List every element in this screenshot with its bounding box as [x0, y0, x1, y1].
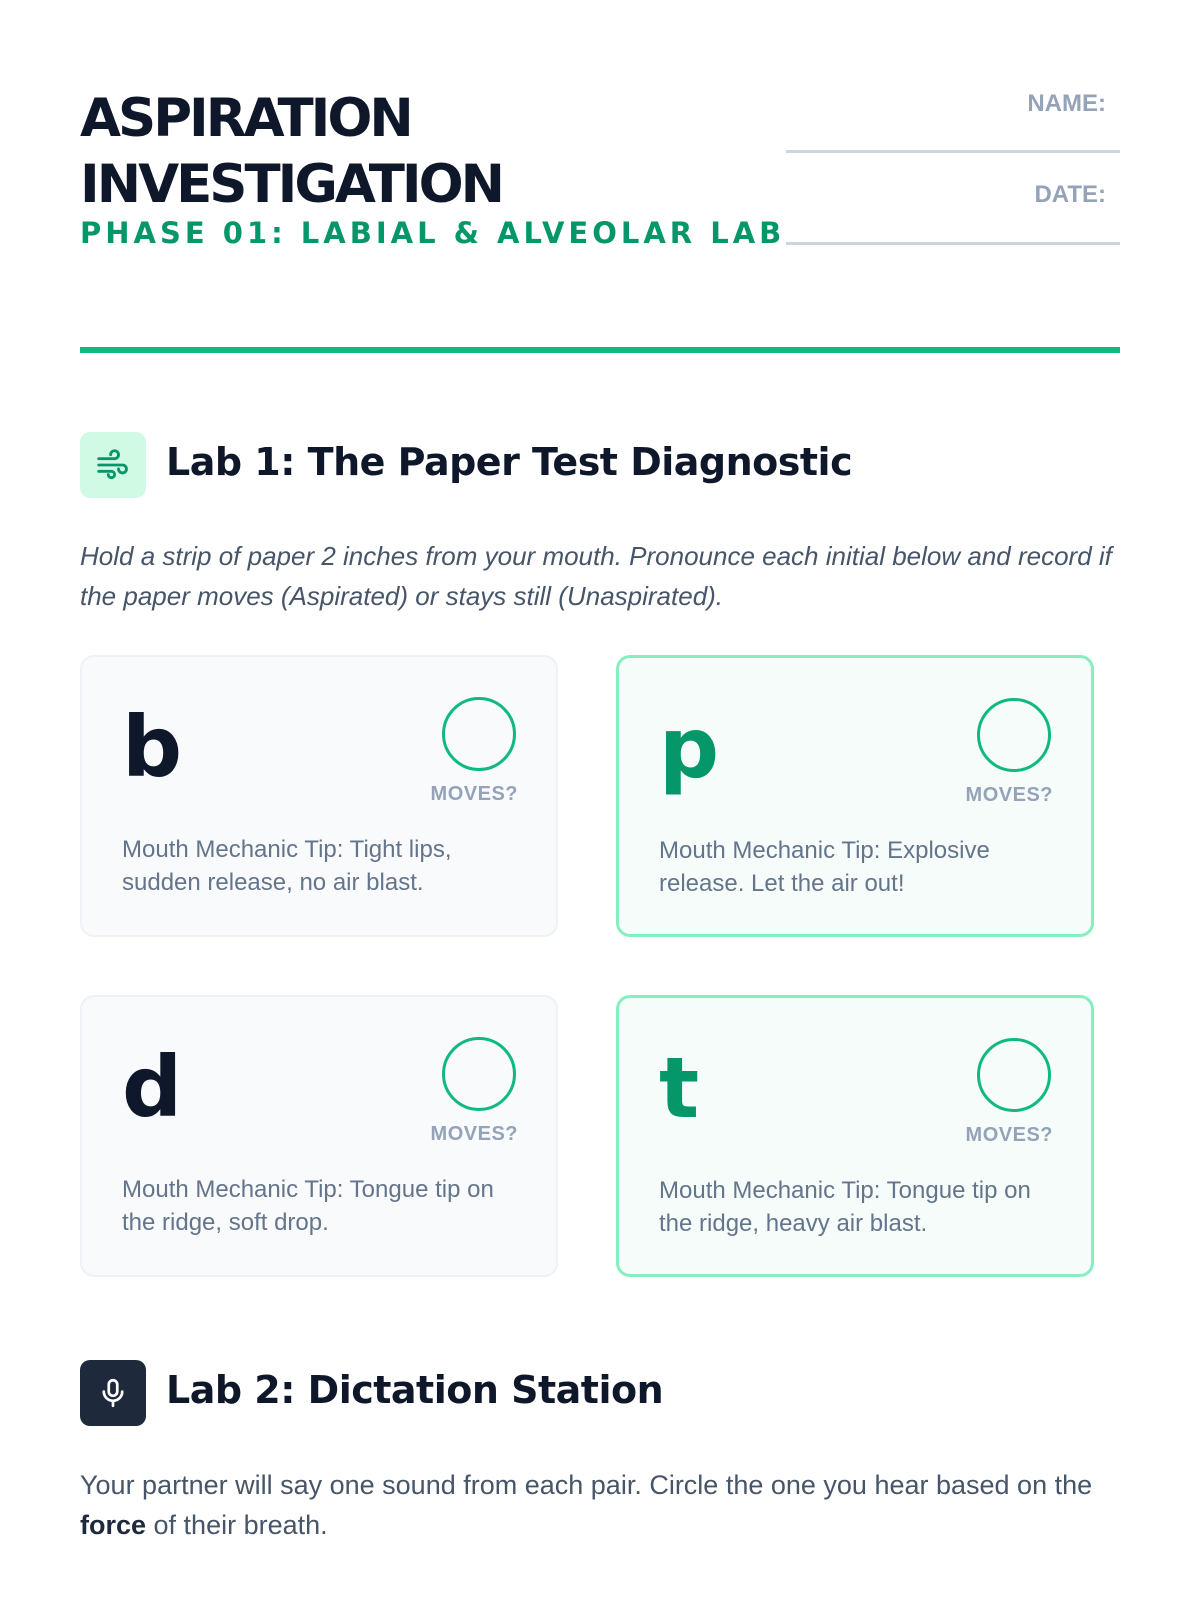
mouth-tip: Mouth Mechanic Tip: Tongue tip on the ridge, soft drop. [122, 1176, 494, 1236]
sound-card-d [80, 995, 558, 1277]
sound-letter: t [659, 1039, 700, 1137]
sound-card-b [80, 655, 558, 937]
sound-card-p [616, 655, 1094, 937]
header-divider [80, 347, 1120, 353]
lab1-title: Lab 1: The Paper Test Diagnostic [166, 440, 853, 484]
wind-icon [80, 432, 146, 498]
sound-card-t [616, 995, 1094, 1277]
lab2-text-bold: force [80, 1510, 147, 1540]
title-line-2: INVESTIGATION [80, 154, 503, 215]
lab1-heading [80, 432, 1120, 498]
moves-checkbox[interactable] [442, 1037, 516, 1111]
moves-checkbox[interactable] [977, 1038, 1051, 1112]
date-field-line[interactable] [786, 242, 1120, 245]
lab2-heading [80, 1360, 1120, 1426]
lab2-instructions [80, 1465, 1120, 1545]
microphone-icon [80, 1360, 146, 1426]
moves-label: MOVES? [430, 783, 518, 805]
worksheet-page [80, 0, 1120, 1600]
lab1-instructions: Hold a strip of paper 2 inches from your mouth. Pronounce each initial below and record if the paper moves (Aspirated) or stays still (Unaspirated). [80, 541, 1112, 611]
title-line-1: ASPIRATION [80, 88, 411, 149]
lab2-text-before: Your partner will say one sound from each pair. Circle the one you hear based on the [80, 1470, 1093, 1500]
name-field-line[interactable] [786, 150, 1120, 153]
sound-letter: b [122, 698, 183, 796]
page-title [80, 86, 780, 218]
moves-label: MOVES? [430, 1123, 518, 1145]
moves-checkbox[interactable] [977, 698, 1051, 772]
sound-letter: d [122, 1038, 183, 1136]
sound-letter: p [659, 699, 720, 797]
mouth-tip: Mouth Mechanic Tip: Tight lips, sudden release, no air blast. [122, 836, 452, 896]
moves-checkbox[interactable] [442, 697, 516, 771]
lab2-text-after: of their breath. [146, 1510, 328, 1540]
name-label: NAME: [1027, 90, 1106, 117]
moves-label: MOVES? [965, 1124, 1053, 1146]
phase-subtitle: PHASE 01: LABIAL & ALVEOLAR LAB [80, 216, 786, 250]
worksheet-header [80, 80, 1120, 260]
mouth-tip: Mouth Mechanic Tip: Explosive release. Let the air out! [659, 837, 990, 897]
mouth-tip: Mouth Mechanic Tip: Tongue tip on the ridge, heavy air blast. [659, 1177, 1031, 1237]
lab2-title: Lab 2: Dictation Station [166, 1368, 664, 1412]
moves-label: MOVES? [965, 784, 1053, 806]
date-label: DATE: [1034, 181, 1106, 208]
